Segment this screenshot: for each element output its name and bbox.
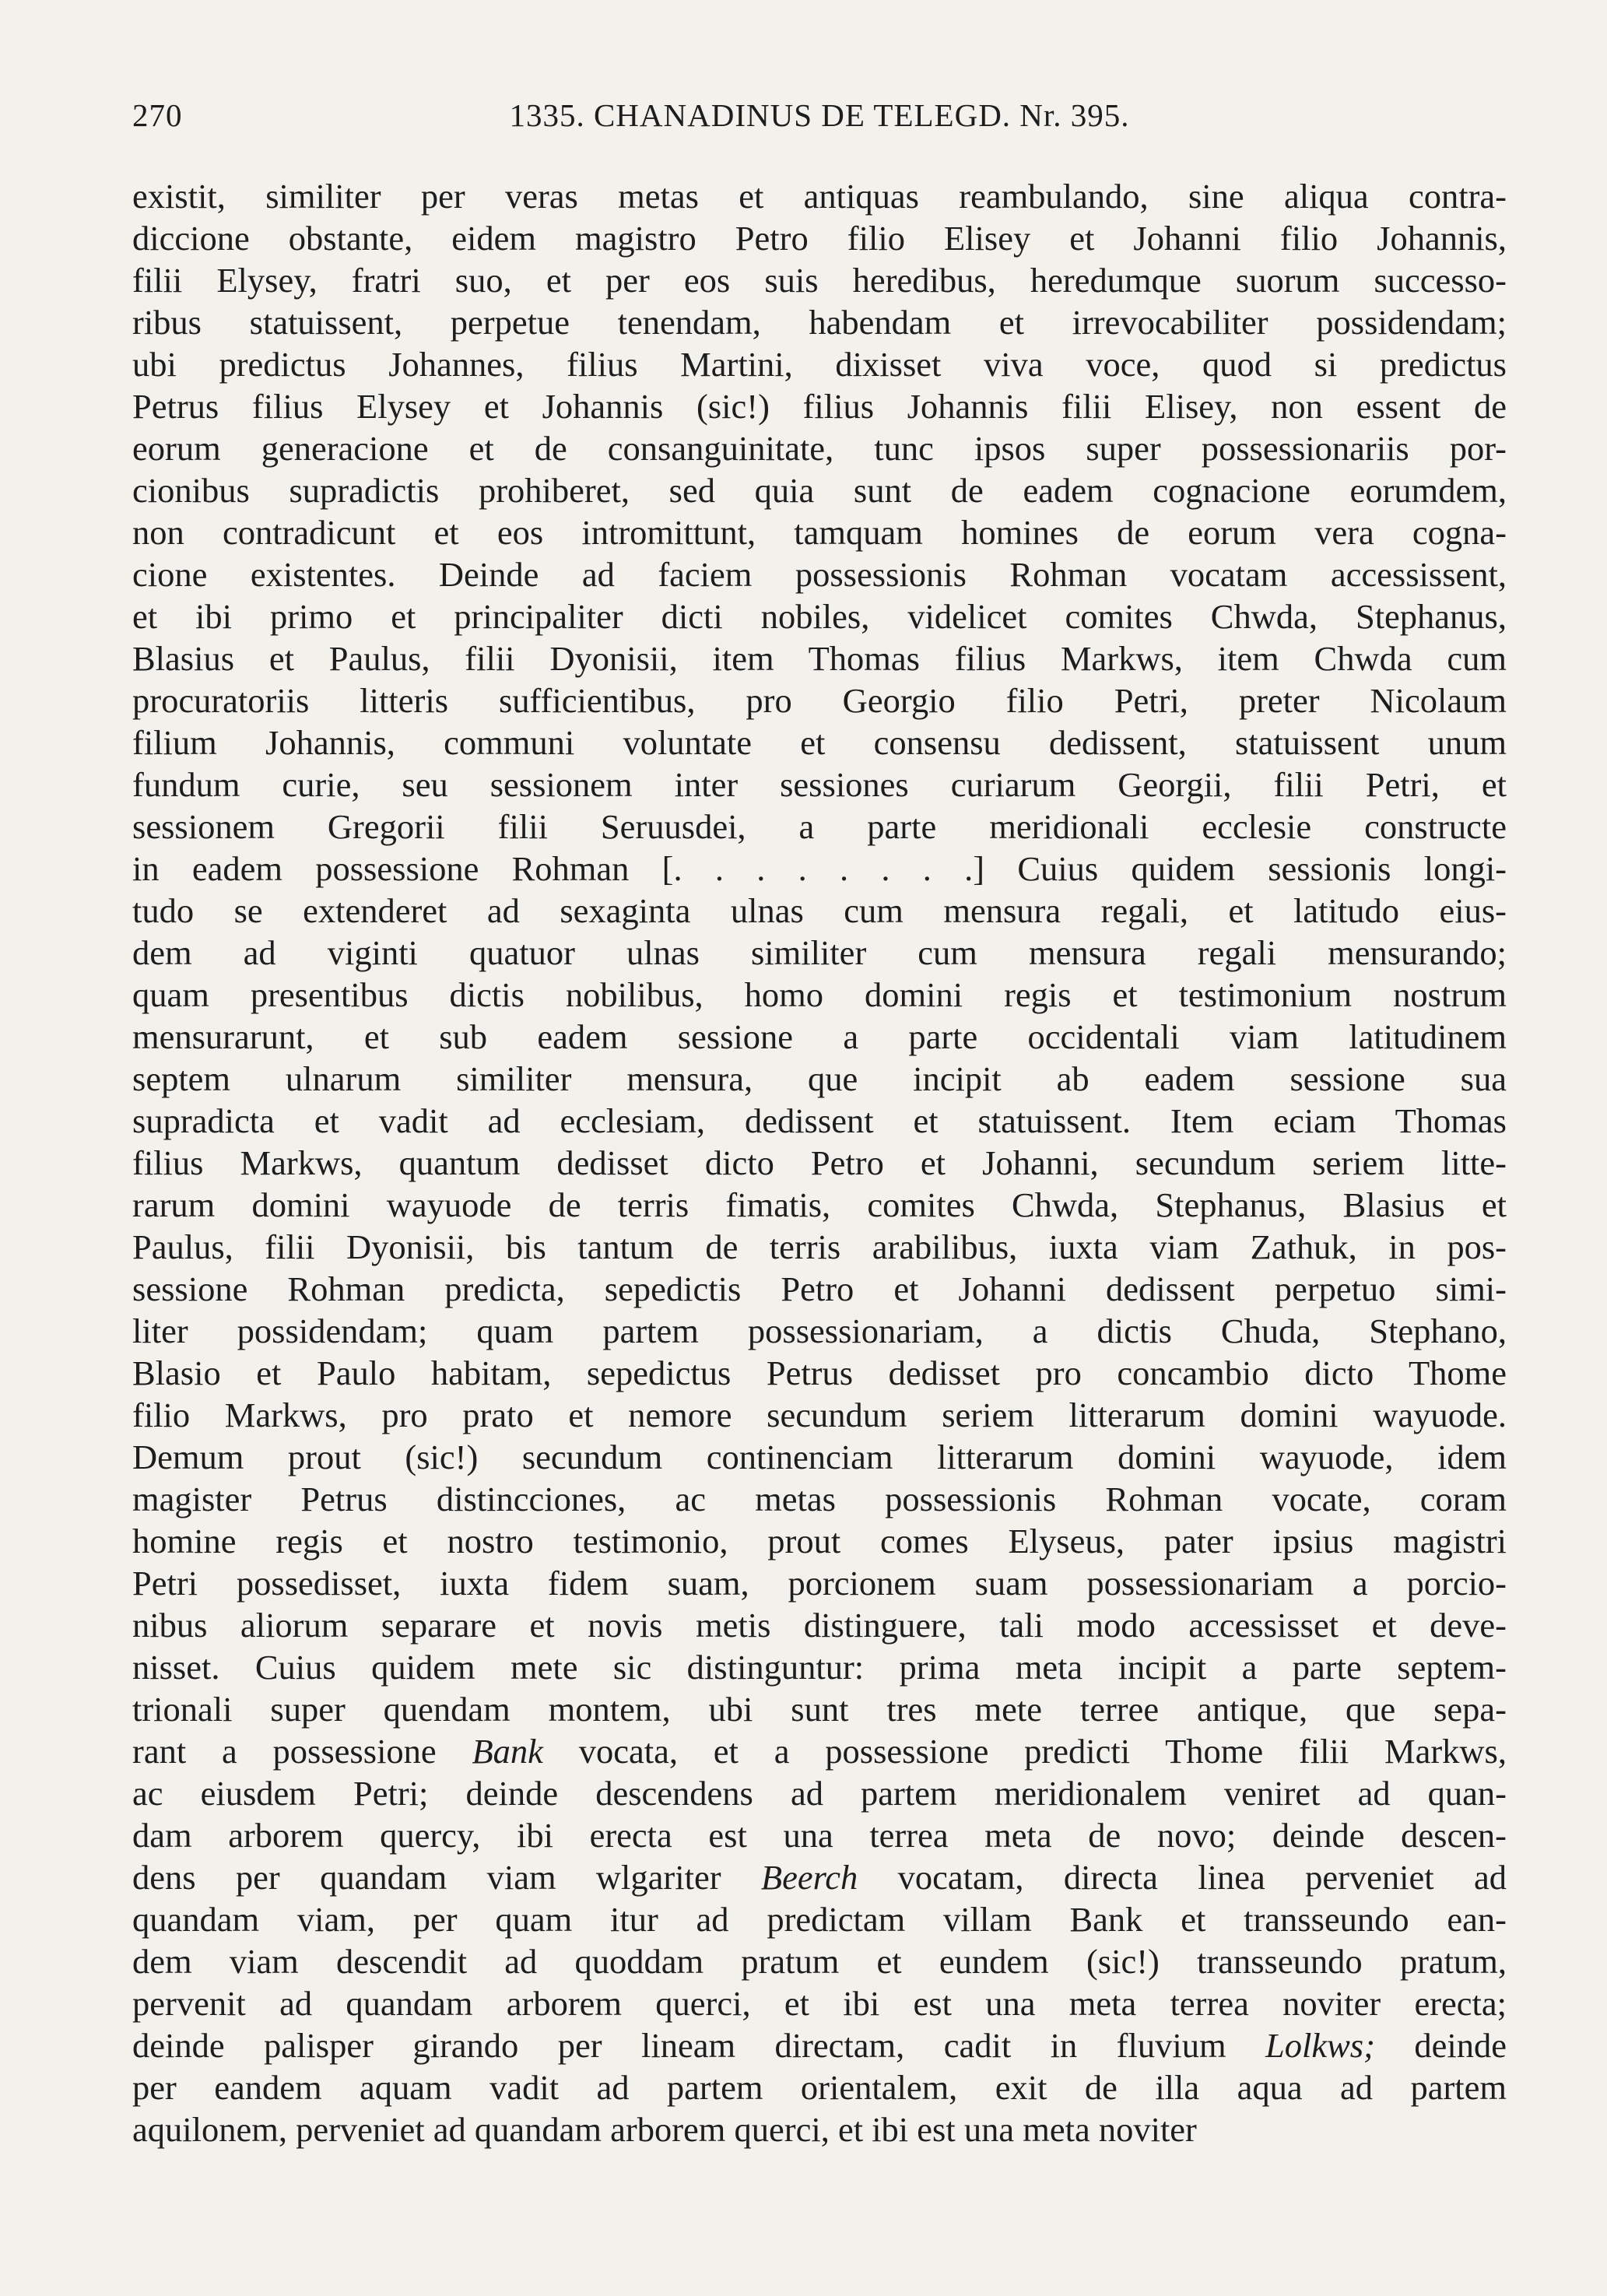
text-segment: eorum generacione et de consanguinitate, tunc ipsos super possessionariis por- [132, 429, 1507, 468]
text-segment: dem viam descendit ad quoddam pratum et eundem (sic!) transseundo pratum, [132, 1942, 1507, 1981]
text-line [132, 553, 1507, 595]
text-segment: per eandem aquam vadit ad partem orientalem, exit de illa aqua ad partem [132, 2068, 1507, 2107]
text-segment: ubi predictus Johannes, filius Martini, dixisset viva voce, quod si predictus [132, 345, 1507, 384]
text-line [132, 1310, 1507, 1352]
text-segment: supradicta et vadit ad ecclesiam, dedissent et statuissent. Item eciam Thomas [132, 1101, 1507, 1140]
text-line [132, 974, 1507, 1016]
text-segment: mensurarunt, et sub eadem sessione a parte occidentali viam latitudinem [132, 1017, 1507, 1056]
text-line [132, 1520, 1507, 1562]
text-line [132, 1856, 1507, 1898]
text-line [132, 1142, 1507, 1184]
italic-place-name: Lolkws; [1265, 2026, 1375, 2065]
text-segment: dem ad viginti quatuor ulnas similiter cum mensura regali mensurando; [132, 933, 1507, 972]
text-segment: nisset. Cuius quidem mete sic distinguntur: prima meta incipit a parte septem- [132, 1648, 1507, 1687]
text-segment: magister Petrus distincciones, ac metas possessionis Rohman vocate, coram [132, 1480, 1507, 1518]
text-line [132, 1268, 1507, 1310]
text-line [132, 175, 1507, 217]
text-segment: fundum curie, seu sessionem inter sessiones curiarum Georgii, filii Petri, et [132, 765, 1507, 804]
text-segment: dam arborem quercy, ibi erecta est una terrea meta de novo; deinde descen- [132, 1816, 1507, 1855]
text-segment: Blasio et Paulo habitam, sepedictus Petrus dedisset pro concambio dicto Thome [132, 1353, 1507, 1392]
text-segment: tudo se extenderet ad sexaginta ulnas cum mensura regali, et latitudo eius- [132, 891, 1507, 930]
text-segment: deinde palisper girando per lineam directam, cadit in fluvium [132, 2026, 1266, 2065]
text-line [132, 848, 1507, 890]
text-segment: quam presentibus dictis nobilibus, homo domini regis et testimonium nostrum [132, 975, 1507, 1014]
text-segment: Demum prout (sic!) secundum continenciam litterarum domini wayuode, idem [132, 1438, 1507, 1476]
text-line [132, 1016, 1507, 1058]
text-line [132, 385, 1507, 427]
text-segment: vocata, et a possessione predicti Thome filii Markws, [542, 1732, 1507, 1771]
text-segment: ac eiusdem Petri; deinde descendens ad partem meridionalem veniret ad quan- [132, 1774, 1507, 1813]
text-segment: filii Elysey, fratri suo, et per eos suis heredibus, heredumque suorum successo- [132, 261, 1507, 300]
text-line [132, 1982, 1507, 2024]
text-segment: rant a possessione [132, 1732, 472, 1771]
text-line [132, 1184, 1507, 1226]
text-segment: pervenit ad quandam arborem querci, et ibi est una meta terrea noviter erecta; [132, 1984, 1507, 2023]
text-segment: vocatam, directa linea perveniet ad [858, 1858, 1507, 1897]
text-line [132, 1898, 1507, 1940]
text-line [132, 427, 1507, 469]
text-segment: dens per quandam viam wlgariter [132, 1858, 761, 1897]
text-segment: filio Markws, pro prato et nemore secundum seriem litterarum domini wayuode. [132, 1396, 1507, 1434]
text-line [132, 806, 1507, 848]
text-line [132, 764, 1507, 806]
text-line [132, 259, 1507, 301]
text-segment: rarum domini wayuode de terris fimatis, comites Chwda, Stephanus, Blasius et [132, 1185, 1507, 1224]
text-segment: et ibi primo et principaliter dicti nobiles, videlicet comites Chwda, Stephanus, [132, 597, 1507, 636]
text-segment: aquilonem, perveniet ad quandam arborem querci, et ibi est una meta noviter [132, 2110, 1197, 2149]
running-title: 1335. CHANADINUS DE TELEGD. Nr. 395. [509, 97, 1130, 133]
text-segment: ribus statuissent, perpetue tenendam, habendam et irrevocabiliter possidendam; [132, 303, 1507, 342]
text-segment: nibus aliorum separare et novis metis distinguere, tali modo accessisset et deve- [132, 1606, 1507, 1645]
text-line [132, 679, 1507, 721]
text-segment: Blasius et Paulus, filii Dyonisii, item Thomas filius Markws, item Chwda cum [132, 639, 1507, 678]
text-segment: cionibus supradictis prohiberet, sed quia sunt de eadem cognacione eorumdem, [132, 471, 1507, 510]
text-segment: procuratoriis litteris sufficientibus, pro Georgio filio Petri, preter Nicolaum [132, 681, 1507, 720]
text-segment: septem ulnarum similiter mensura, que incipit ab eadem sessione sua [132, 1059, 1507, 1098]
text-segment: Paulus, filii Dyonisii, bis tantum de terris arabilibus, iuxta viam Zathuk, in pos- [132, 1227, 1507, 1266]
text-segment: diccione obstante, eidem magistro Petro filio Elisey et Johanni filio Johannis, [132, 219, 1507, 258]
text-line [132, 1772, 1507, 1814]
text-line [132, 1394, 1507, 1436]
text-segment: filium Johannis, communi voluntate et consensu dedissent, statuissent unum [132, 723, 1507, 762]
text-line [132, 511, 1507, 553]
text-segment: existit, similiter per veras metas et antiquas reambulando, sine aliqua contra- [132, 177, 1507, 216]
body-text [132, 175, 1507, 2150]
text-segment: non contradicunt et eos intromittunt, tamquam homines de eorum vera cogna- [132, 513, 1507, 552]
text-line [132, 1436, 1507, 1478]
text-segment: liter possidendam; quam partem possessionariam, a dictis Chuda, Stephano, [132, 1311, 1507, 1350]
text-line [132, 637, 1507, 679]
text-line [132, 1562, 1507, 1604]
text-line [132, 1646, 1507, 1688]
text-line [132, 932, 1507, 974]
text-line [132, 1940, 1507, 1982]
text-line [132, 595, 1507, 637]
text-segment: Petrus filius Elysey et Johannis (sic!) filius Johannis filii Elisey, non essent de [132, 387, 1507, 426]
text-line [132, 1058, 1507, 1100]
italic-place-name: Bank [472, 1732, 543, 1771]
text-segment: sessionem Gregorii filii Seruusdei, a parte meridionali ecclesie constructe [132, 807, 1507, 846]
text-line [132, 1478, 1507, 1520]
text-line [132, 1100, 1507, 1142]
text-segment: trionali super quendam montem, ubi sunt tres mete terree antique, que sepa- [132, 1690, 1507, 1729]
text-segment: deinde [1374, 2026, 1507, 2065]
text-line [132, 2066, 1507, 2108]
italic-place-name: Beerch [760, 1858, 858, 1897]
text-line [132, 890, 1507, 932]
text-line [132, 217, 1507, 259]
text-segment: sessione Rohman predicta, sepedictis Petro et Johanni dedissent perpetuo simi- [132, 1269, 1507, 1308]
text-line [132, 2108, 1507, 2150]
text-line [132, 1352, 1507, 1394]
text-segment: homine regis et nostro testimonio, prout comes Elyseus, pater ipsius magistri [132, 1522, 1507, 1561]
text-line [132, 1688, 1507, 1730]
text-line [132, 2024, 1507, 2066]
text-segment: cione existentes. Deinde ad faciem possessionis Rohman vocatam accessissent, [132, 555, 1507, 594]
text-segment: filius Markws, quantum dedisset dicto Petro et Johanni, secundum seriem litte- [132, 1143, 1507, 1182]
text-line [132, 343, 1507, 385]
text-line [132, 469, 1507, 511]
text-segment: Petri possedisset, iuxta fidem suam, porcionem suam possessionariam a porcio- [132, 1564, 1507, 1603]
text-line [132, 301, 1507, 343]
page-number: 270 [132, 97, 183, 133]
text-line [132, 1226, 1507, 1268]
text-line [132, 1730, 1507, 1772]
text-line [132, 1814, 1507, 1856]
text-segment: quandam viam, per quam itur ad predictam villam Bank et transseundo ean- [132, 1900, 1507, 1939]
text-segment: in eadem possessione Rohman [. . . . . . . .] Cuius quidem sessionis longi- [132, 849, 1507, 888]
text-line [132, 1604, 1507, 1646]
text-line [132, 721, 1507, 764]
